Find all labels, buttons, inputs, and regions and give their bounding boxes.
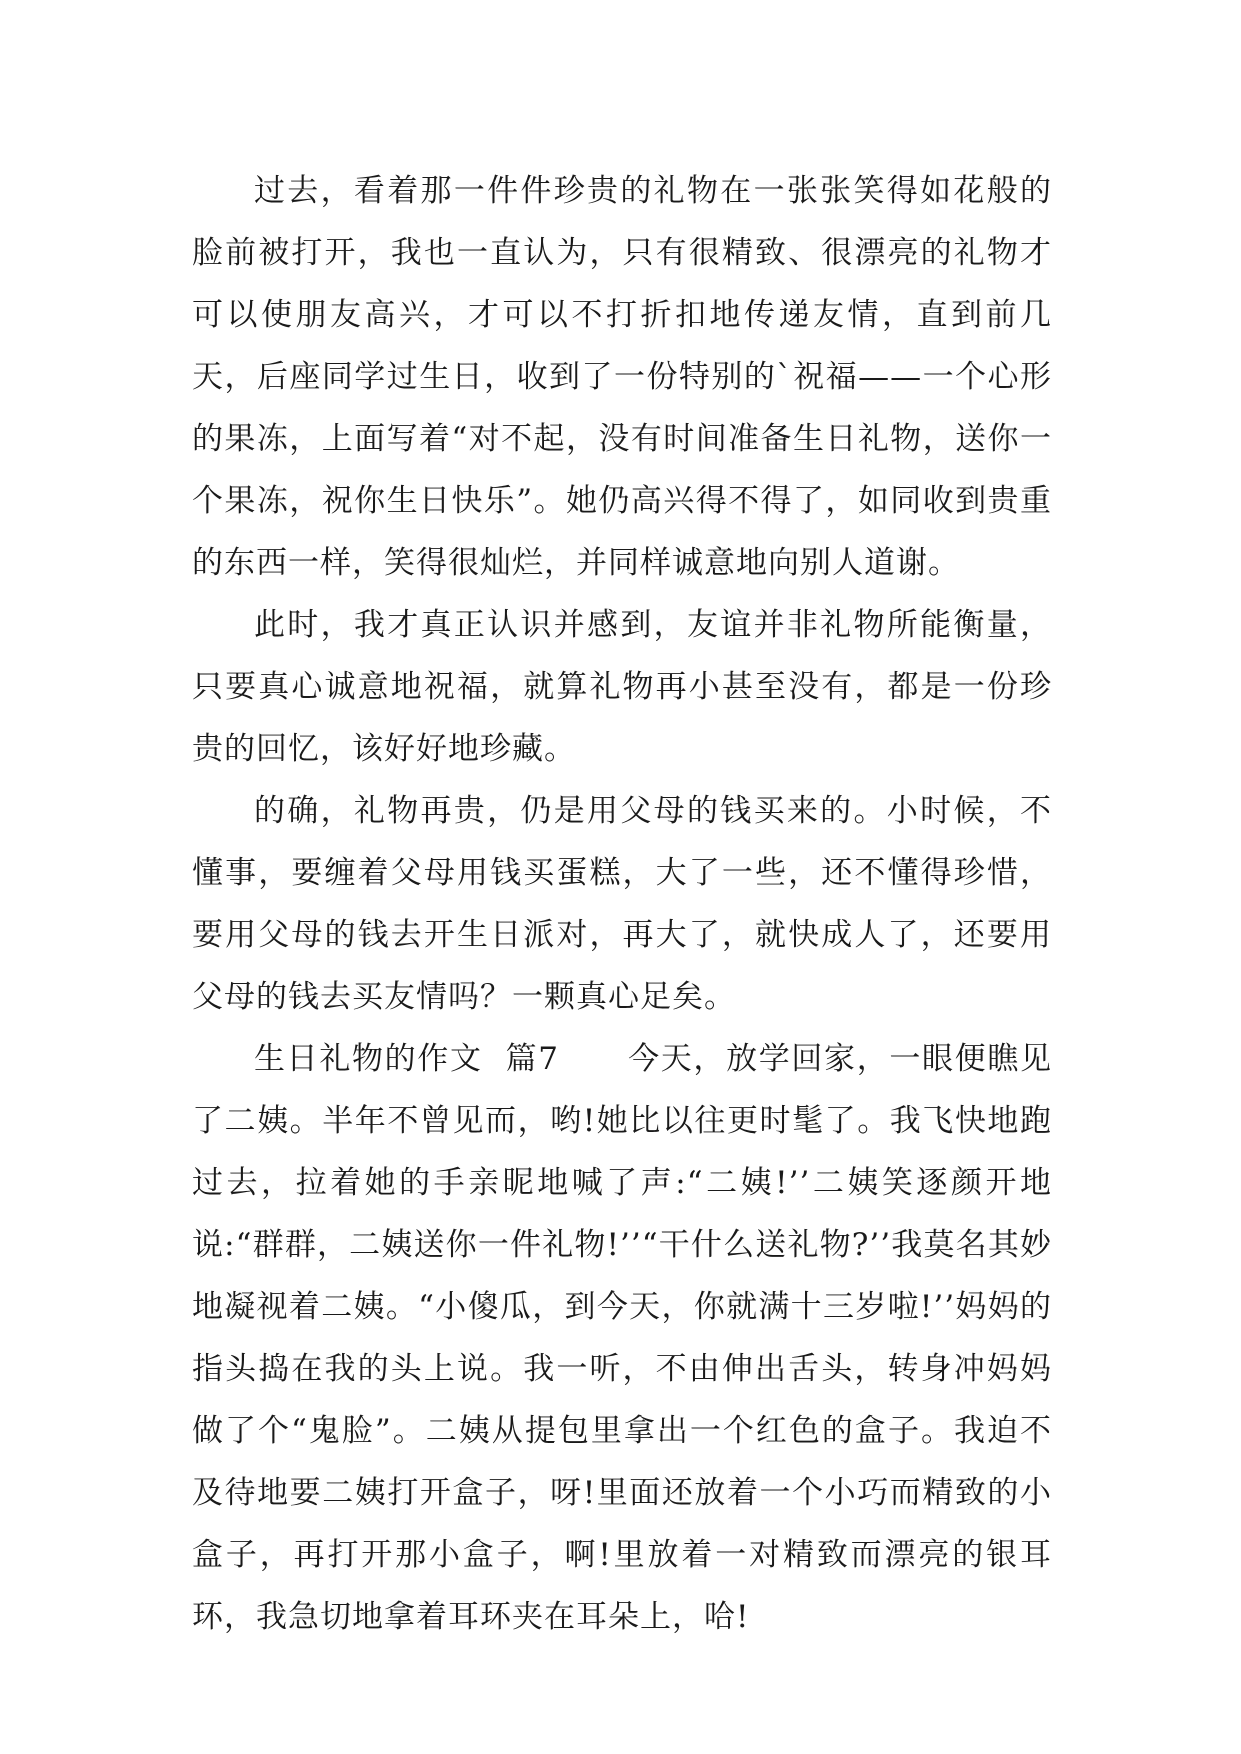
paragraph-friendship-realization: 此时，我才真正认识并感到，友谊并非礼物所能衡量，只要真心诚意地祝福，就算礼物再小甚至没有，都是一份珍贵的回忆，该好好地珍藏。 [192,607,1052,767]
paragraph-essay-7: 生日礼物的作文 篇7 今天，放学回家，一眼便瞧见了二姨。半年不曾见而，哟!她比以往更时髦了。我飞快地跑过去，拉着她的手亲昵地喊了声:“二姨!’’二姨笑逐颜开地说:“群群，二姨送你一件礼物!’’“干什么送礼物?’’我莫名其妙地凝视着二姨。“小傻瓜，到今天，你就满十三岁啦!’’妈妈的指头捣在我的头上说。我一听，不由伸出舌头，转身冲妈妈做了个“鬼脸”。二姨从提包里拿出一个红色的盒子。我迫不及待地要二姨打开盒子，呀!里面还放着一个小巧而精致的小盒子，再打开那小盒子，啊!里放着一对精致而漂亮的银耳环，我急切地拿着耳环夹在耳朵上，哈! [192,1041,1052,1635]
paragraph-parents-money: 的确，礼物再贵，仍是用父母的钱买来的。小时候，不懂事，要缠着父母用钱买蛋糕，大了一些，还不懂得珍惜，要用父母的钱去开生日派对，再大了，就快成人了，还要用父母的钱去买友情吗？一颗真心足矣。 [192,793,1052,1015]
paragraph-gift-memory: 过去，看着那一件件珍贵的礼物在一张张笑得如花般的脸前被打开，我也一直认为，只有很精致、很漂亮的礼物才可以使朋友高兴，才可以不打折扣地传递友情，直到前几天，后座同学过生日，收到了一份特别的`祝福——一个心形的果冻，上面写着“对不起，没有时间准备生日礼物，送你一个果冻，祝你生日快乐”。她仍高兴得不得了，如同收到贵重的东西一样，笑得很灿烂，并同样诚意地向别人道谢。 [192,173,1052,581]
document-body [192,160,1052,1648]
